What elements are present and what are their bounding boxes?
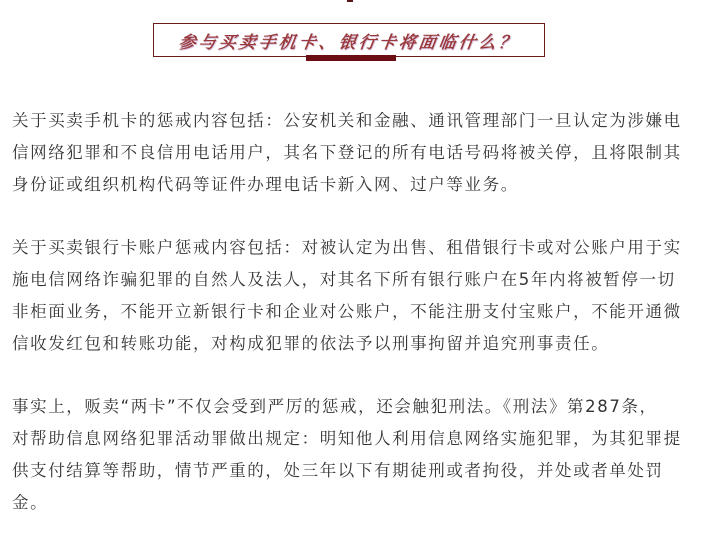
text-line: 信收发红包和转账功能，对构成犯罪的依法予以刑事拘留并追究刑事责任。 <box>12 334 610 353</box>
text-line: 事实上，贩卖“两卡”不仅会受到严厉的惩戒，还会触犯刑法。《刑法》第287条， <box>12 397 658 416</box>
text-line: 供支付结算等帮助，情节严重的，处三年以下有期徒刑或者拘役，并处或者单处罚 <box>12 461 664 480</box>
text-line: 关于买卖银行卡账户惩戒内容包括：对被认定为出售、租借银行卡或对公账户用于实 <box>12 238 682 257</box>
text-line: 身份证或组织机构代码等证件办理电话卡新入网、过户等业务。 <box>12 175 519 194</box>
top-divider-mark <box>347 0 353 2</box>
text-line: 施电信网络诈骗犯罪的自然人及法人，对其名下所有银行账户在5年内将被暂停一切 <box>12 270 676 289</box>
paragraph-phone-card-penalty <box>12 105 697 201</box>
section-heading: 参与买卖手机卡、银行卡将面临什么？ <box>177 32 521 53</box>
article-body <box>12 105 697 550</box>
paragraph-criminal-law <box>12 391 697 519</box>
text-line: 信网络犯罪和不良信用电话用户，其名下登记的所有电话号码将被关停，且将限制其 <box>12 143 682 162</box>
text-line: 非柜面业务，不能开立新银行卡和企业对公账户，不能注册支付宝账户，不能开通微 <box>12 302 682 321</box>
text-line: 关于买卖手机卡的惩戒内容包括：公安机关和金融、通讯管理部门一旦认定为涉嫌电 <box>12 111 682 130</box>
paragraph-bank-card-penalty <box>12 232 697 360</box>
heading-accent-bar <box>306 55 396 61</box>
text-line: 金。 <box>12 493 49 512</box>
text-line: 对帮助信息网络犯罪活动罪做出规定：明知他人利用信息网络实施犯罪，为其犯罪提 <box>12 429 682 448</box>
section-heading-box <box>153 23 545 57</box>
